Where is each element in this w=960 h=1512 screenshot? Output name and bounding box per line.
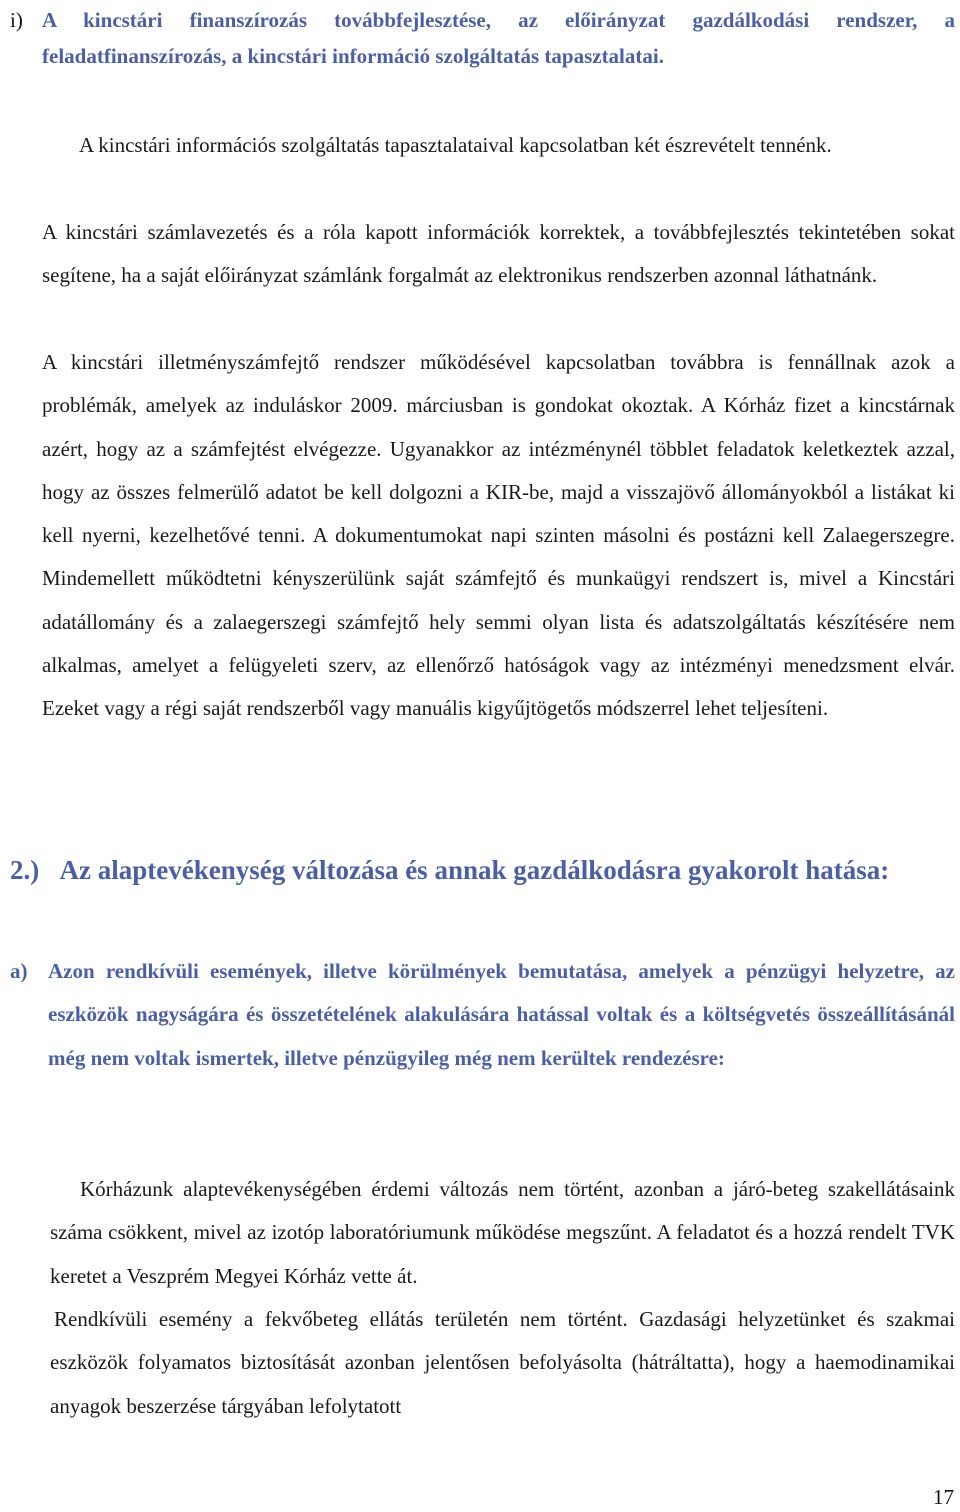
section-2-heading xyxy=(10,852,955,888)
paragraph-info-service: A kincstári információs szolgáltatás tapasztalataival kapcsolatban két észrevételt tennénk. xyxy=(79,133,832,157)
page-number: 17 xyxy=(933,1485,954,1509)
section-a-marker: a) xyxy=(10,959,28,983)
section-i-marker: i) xyxy=(10,8,23,32)
paragraph-payroll-system: A kincstári illetményszámfejtő rendszer működésével kapcsolatban továbbra is fennállnak azok a problémák, amelyek az induláskor 2009. márciusban is gondokat okoztak. A Kórház fizet a kincstárnak azért, hogy az a számfejtést elvégezze. Ugyanakkor az intézménynél többlet feladatok keletkeztek azzal, hogy az összes felmerülő adatot be kell dolgozni a KIR-be, majd a visszajövő állományokból a listákat ki kell nyerni, kezelhetővé tenni. A dokumentumokat napi szinten másolni és postázni kell Zalaegerszegre. Mindemellett működtetni kényszerülünk saját számfejtő és munkaügyi rendszert is, mivel a Kincstári adatállomány és a zalaegerszegi számfejtő hely semmi olyan lista és adatszolgáltatás készítésére nem alkalmas, amelyet a felügyeleti szerv, az ellenőrző hatóságok vagy az intézményi menedzsment elvár. Ezeket vagy a régi saját rendszerből vagy manuális kigyűjtögetős módszerrel lehet teljesíteni. xyxy=(42,350,955,721)
paragraph-account-keeping: A kincstári számlavezetés és a róla kapott információk korrektek, a továbbfejlesztés tekintetében sokat segítene, ha a saját előirányzat számlánk forgalmát az elektronikus rendszerben azonnal láthatnánk. xyxy=(42,220,955,288)
section-i-heading-block xyxy=(10,2,955,74)
section-a-heading-block xyxy=(10,950,955,1080)
section-i-heading: A kincstári finanszírozás továbbfejlesztése, az előirányzat gazdálkodási rendszer, a feladatfinanszírozás, a kincstári információ szolgáltatás tapasztalatai. xyxy=(42,8,955,68)
section-2-title: Az alaptevékenység változása és annak gazdálkodásra gyakorolt hatása: xyxy=(59,855,890,885)
section-2-number: 2.) xyxy=(10,855,40,885)
section-a-heading: Azon rendkívüli események, illetve körülmények bemutatása, amelyek a pénzügyi helyzetre, az eszközök nagyságára és összetételének alakulására hatással voltak és a költségvetés összeállításánál még nem voltak ismertek, illetve pénzügyileg még nem kerültek rendezésre: xyxy=(48,959,955,1070)
paragraph-core-activity: Kórházunk alaptevékenységében érdemi változás nem történt, azonban a járó-beteg szakellátásaink száma csökkent, mivel az izotóp laboratóriumunk működése megszűnt. A feladatot és a hozzá rendelt TVK keretet a Veszprém Megyei Kórház vette át. xyxy=(50,1177,955,1288)
paragraph-extraordinary-event: Rendkívüli esemény a fekvőbeteg ellátás területén nem történt. Gazdasági helyzetünket és szakmai eszközök folyamatos biztosítását azonban jelentősen befolyásolta (hátráltatta), hogy a haemodinamikai anyagok beszerzése tárgyában lefolytatott xyxy=(50,1307,955,1418)
